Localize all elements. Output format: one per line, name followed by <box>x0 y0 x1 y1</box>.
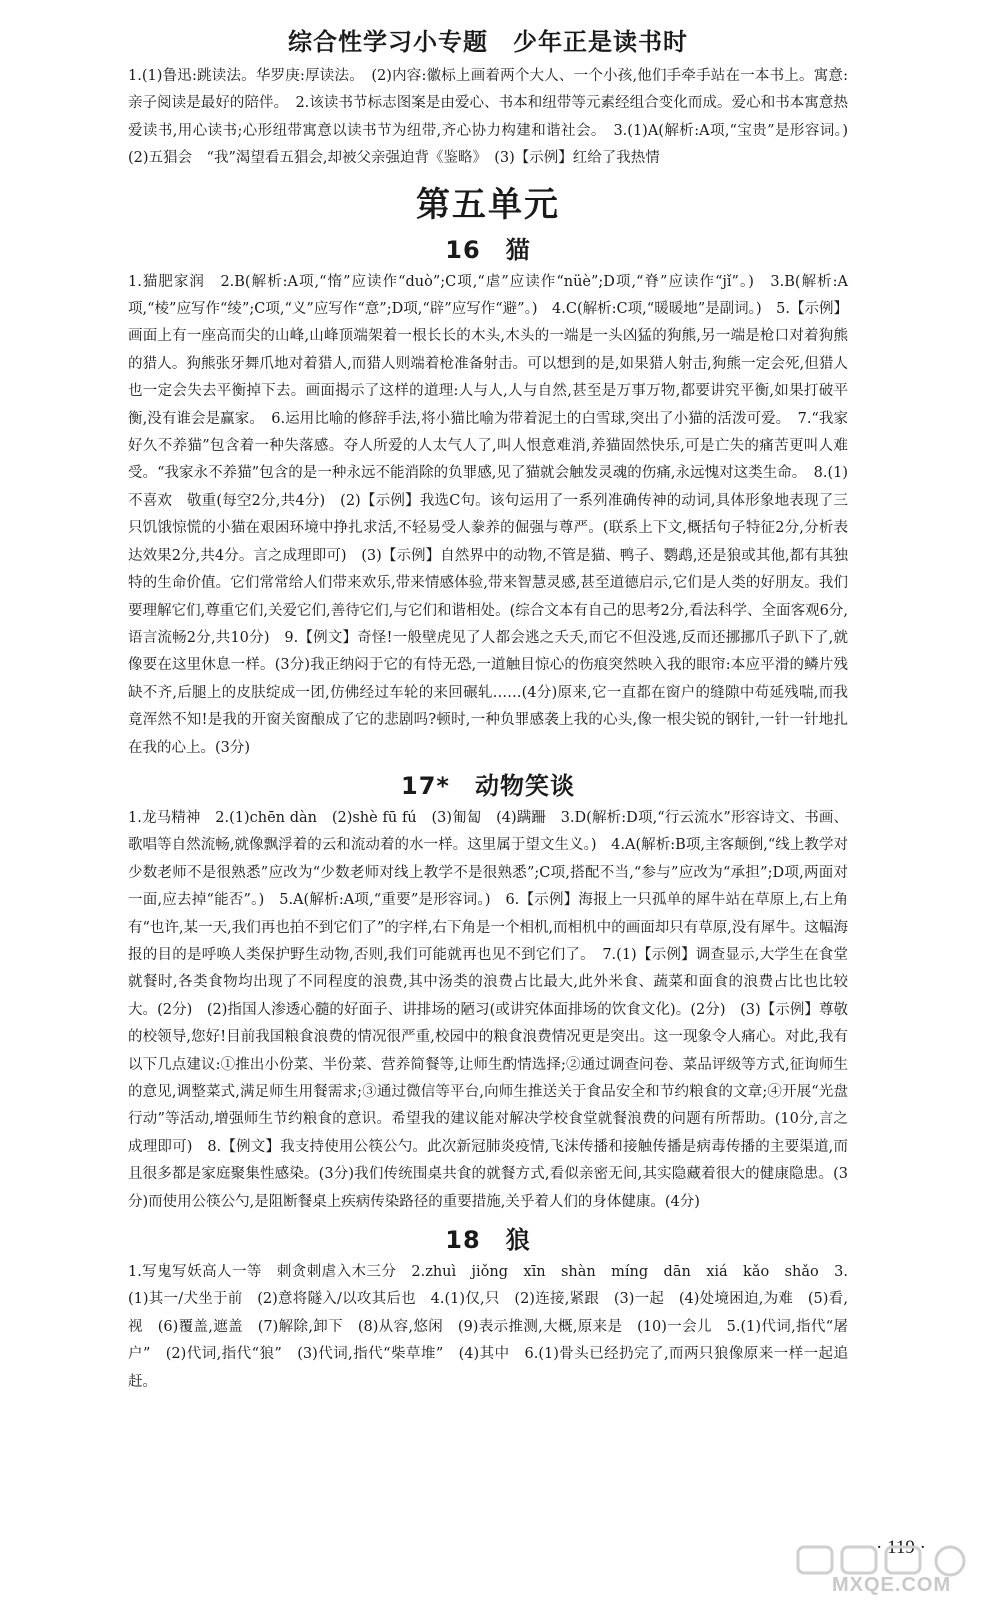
lesson-17-title: 17* 动物笑谈 <box>401 771 575 800</box>
lesson-16-answers: 1.猫肥家润 2.B(解析:A项,“惰”应读作“duò”;C项,“虐”应读作“nüè”;D项,“脊”应读作“jǐ”。) 3.B(解析:A项,“棱”应写作“绫”;C项,“义”应写作“意”;D项,“辟”应写作“避”。) 4.C(解析:C项,“暖暖地”是副词。) 5.【示例】画面上有一座高而尖的山峰,山峰顶端架着一根长长的木头,木头的一端是一头凶猛的狗熊,另一端是枪口对着狗熊的猎人。狗熊张牙舞爪地对着猎人,而猎人则端着枪准备射击。可以想到的是,如果猎人射击,狗熊一定会死,但猎人也一定会失去平衡掉下去。画面揭示了这样的道理:人与人,人与自然,甚至是万事万物,都要讲究平衡,如果打破平衡,没有谁会是赢家。 6.运用比喻的修辞手法,将小猫比喻为带着泥土的白雪球,突出了小猫的活泼可爱。 7.“我家好久不养猫”包含着一种失落感。夺人所爱的人太气人了,叫人恨意难消,养猫固然快乐,可是亡失的痛苦更叫人难受。“我家永不养猫”包含的是一种永远不能消除的负罪感,见了猫就会触发灵魂的伤痛,永远愧对这类生命。 8.(1)不喜欢 敬重(每空2分,共4分) (2)【示例】我选C句。该句运用了一系列准确传神的动词,具体形象地表现了三只饥饿惊慌的小猫在艰困环境中挣扎求活,不轻易受人豢养的倔强与尊严。(联系上下文,概括句子特征2分,分析表达效果2分,共4分。言之成理即可) (3)【示例】自然界中的动物,不管是猫、鸭子、鹦鹉,还是狼或其他,都有其独特的生命价值。它们常常给人们带来欢乐,带来情感体验,带来智慧灵感,甚至道德启示,它们是人类的好朋友。我们要理解它们,尊重它们,关爱它们,善待它们,与它们和谐相处。(综合文本有自己的思考2分,看法科学、全面客观6分,语言流畅2分,共10分) 9.【例文】奇怪!一般壁虎见了人都会逃之夭夭,而它不但没逃,反而还挪挪爪子趴下了,就像要在这里休息一样。(3分)我正纳闷于它的有恃无恐,一道触目惊心的伤痕突然映入我的眼帘:本应平滑的鳞片残缺不齐,后腿上的皮肤绽成一团,仿佛经过车轮的来回碾轧……(4分)原来,它一直都在窗户的缝隙中苟延残喘,而我竟浑然不知!是我的开窗关窗酿成了它的悲剧吗?顿时,一种负罪感袭上我的心头,像一根尖锐的钢针,一针一针地扎在我的心上。(3分) <box>128 273 848 756</box>
lesson-18-answers: 1.写鬼写妖高人一等 刺贪刺虐入木三分 2.zhuì jiǒng xīn shàn míng dān xiá kǎo shǎo 3.(1)其一/犬坐于前 (2)意将隧入/以攻其后也 4.(1)仅,只 (2)连接,紧跟 (3)一起 (4)处境困迫,为难 (5)看,视 (6)覆盖,遮盖 (7)解除,卸下 (8)从容,悠闲 (9)表示推测,大概,原来是 (10)一会儿 5.(1)代词,指代“屠户” (2)代词,指代“狼” (3)代词,指代“柴草堆” (4)其中 6.(1)骨头已经扔完了,而两只狼像原来一样一起追赶。 <box>128 1264 848 1390</box>
lesson-16-title: 16 猫 <box>445 235 531 264</box>
unit-title: 第五单元 <box>416 184 560 225</box>
topic-title: 综合性学习小专题 少年正是读书时 <box>288 28 688 56</box>
page-content <box>128 14 863 1396</box>
lesson-18-title: 18 狼 <box>445 1226 531 1255</box>
lesson-17-answers: 1.龙马精神 2.(1)chēn dàn (2)shè fū fú (3)匍匐 (4)蹒跚 3.D(解析:D项,“行云流水”形容诗文、书画、歌唱等自然流畅,就像飘浮着的云和流动着的水一样。这里属于望文生义。) 4.A(解析:B项,主客颠倒,“线上教学对少数老师不是很熟悉”应改为“少数老师对线上教学不是很熟悉”;C项,搭配不当,“参与”应改为“承担”;D项,两面对一面,应去掉“能否”。) 5.A(解析:A项,“重要”是形容词。) 6.【示例】海报上一只孤单的犀牛站在草原上,右上角有“也许,某一天,我们再也拍不到它们了”的字样,右下角是一个相机,而相机中的画面却只有草原,没有犀牛。这幅海报的目的是呼唤人类保护野生动物,否则,我们可能就再也见不到它们了。 7.(1)【示例】调查显示,大学生在食堂就餐时,各类食物均出现了不同程度的浪费,其中汤类的浪费占比最大,此外米食、蔬菜和面食的浪费占比也比较大。(2分) (2)指国人渗透心髓的好面子、讲排场的陋习(或讲究体面排场的饮食文化)。(2分) (3)【示例】尊敬的校领导,您好!目前我国粮食浪费的情况很严重,校园中的粮食浪费情况更是突出。这一现象令人痛心。对此,我有以下几点建议:①推出小份菜、半份菜、营养简餐等,让师生酌情选择;②通过调查问卷、菜品评级等方式,征询师生的意见,调整菜式,满足师生用餐需求;③通过微信等平台,向师生推送关于食品安全和节约粮食的文章;④开展“光盘行动”等活动,增强师生节约粮食的意识。希望我的建议能对解决学校食堂就餐浪费的问题有所帮助。(10分,言之成理即可) 8.【例文】我支持使用公筷公勺。此次新冠肺炎疫情,飞沫传播和接触传播是病毒传播的主要渠道,而且很多都是家庭聚集性感染。(3分)我们传统围桌共食的就餐方式,看似亲密无间,其实隐藏着很大的健康隐患。(3分)而使用公筷公勺,是阻断餐桌上疾病传染路径的重要措施,关乎着人们的身体健康。(4分) <box>128 809 848 1210</box>
topic-answers: 1.(1)鲁迅:跳读法。华罗庚:厚读法。 (2)内容:徽标上画着两个大人、一个小孩,他们手牵手站在一本书上。寓意:亲子阅读是最好的陪伴。 2.该读书节标志图案是由爱心、书本和纽带等元素经组合变化而成。爱心和书本寓意热爱读书,用心读书;心形纽带寓意以读书节为纽带,齐心协力构建和谐社会。 3.(1)A(解析:A项,“宝贵”是形容词。) (2)五猖会 “我”渴望看五猖会,却被父亲强迫背《鉴略》 (3)【示例】红给了我热情 <box>128 68 863 167</box>
watermark-url: MXQE.COM <box>832 1574 952 1596</box>
page-number: · 119 · <box>876 1537 926 1558</box>
